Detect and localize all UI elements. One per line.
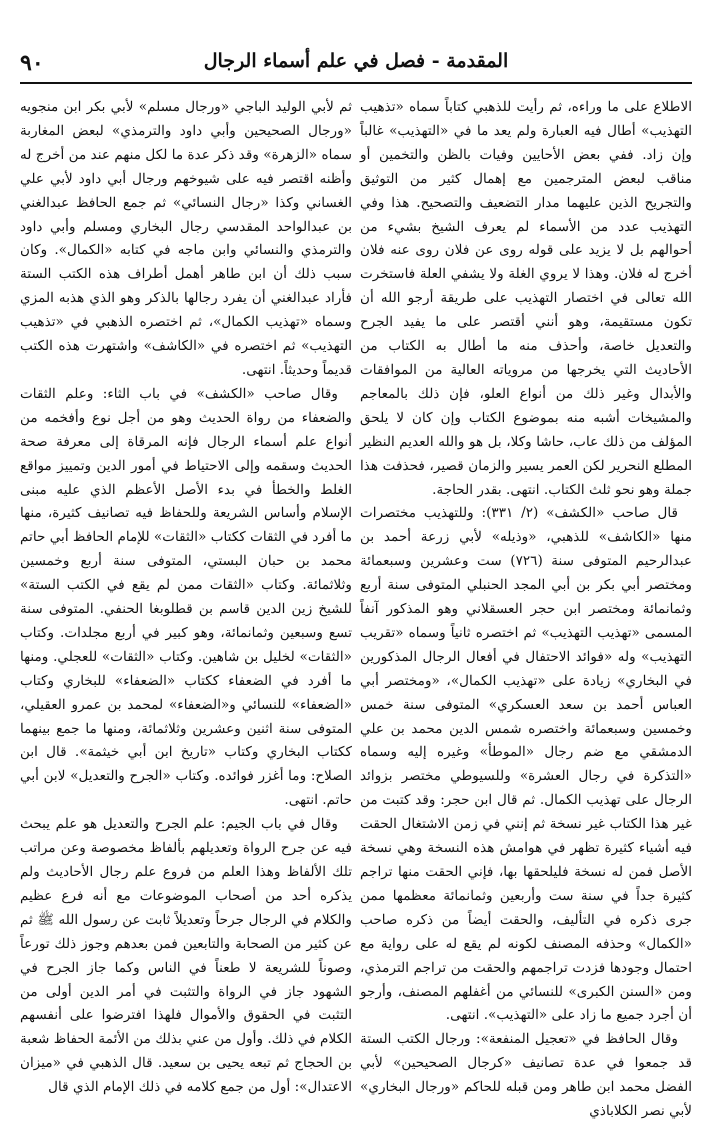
right-text-column — [360, 96, 693, 1120]
left-text-column — [20, 96, 352, 1094]
page-number: ٩٠ — [20, 50, 44, 76]
page-header — [20, 42, 692, 84]
paragraph: وقال في باب الجيم: علم الجرح والتعديل هو علم يبحث فيه عن جرح الرواة وتعديلهم بألفاظ مخصوصة وعن مراتب تلك الألفاظ وهذا العلم من فروع علم رجال الأحاديث ولم يذكره أحد من أصحاب الموضوعات مع أنه فرع عظيم والكلام في الرجال جرحاً وتعديلاً ثابت عن رسول الله ﷺ ثم عن كثير من الصحابة والتابعين فمن بعدهم وجوز ذلك تورعاً وصوناً للشريعة لا طعناً في الناس وكما جاز الجرح في الشهود جاز في الرواة والتثبت في أمر الدين أولى من التثبت في الحقوق والأموال فلهذا افترضوا على أنفسهم الكلام في ذلك. وأول من عني بذلك من الأئمة الحفاظ شعبة بن الحجاج ثم تبعه يحيى بن سعيد. قال الذهبي في «ميزان الاعتدال»: أول من جمع كلامه في ذلك الإمام الذي قال — [20, 816, 352, 1096]
paragraph: الاطلاع على ما وراءه، ثم رأيت للذهبي كتاباً سماه «تذهيب التهذيب» أطال فيه العبارة ولم يعد ما في «التهذيب» غالباً وإن زاد. ففي بعض الأحايين وفيات بالظن والتخمين أو مناقب لبعض المترجمين مع إهمال كثير من التوثيق والتجريح الذين عليهما مدار التضعيف والتصحيح. هذا وفي التهذيب عدد من الأسماء لم يعرف الشيخ بشيء من أحوالهم بل لا يزيد على قوله روى عن فلان روى عنه فلان أخرج له فلان. وهذا لا يروي الغلة ولا يشفي العلة فاستخرت الله تعالى في اختصار التهذيب على طريقة أرجو الله أن تكون مستقيمة، وهو أنني أقتصر على ما يفيد الجرح والتعديل خاصة، وأحذف منه ما أطال به الكتاب من الأحاديث التي يخرجها من مروياته العالية من الموافقات والأبدال وغير ذلك من أنواع العلو، فإن ذلك بالمعاجم والمشيخات أشبه منه بموضوع الكتاب وإن كان لا يلحق المؤلف من ذلك عاب، حاشا وكلا، بل هو والله العديم النظير المطلع النحرير لكن العمر يسير والزمان قصير، فحذفت هذا جملة وهو نحو ثلث الكتاب. انتهى. بقدر الحاجة. — [360, 99, 692, 498]
paragraph: وقال صاحب «الكشف» في باب الثاء: وعلم الثقات والضعفاء من رواة الحديث وهو من أجل نوع وأفخمه من أنواع علم أسماء الرجال فإنه المرقاة إلى معرفة صحة الحديث وسقمه وإلى الاحتياط في أمور الدين وتمييز مواقع الغلط والخطأ في بدء الأصل الأعظم الذي عليه مبنى الإسلام وأساس الشريعة وللحفاظ فيه تصانيف كثيرة، منها ما أفرد في الثقات ككتاب «الثقات» للإمام الحافظ أبي حاتم محمد بن حبان البستي، المتوفى سنة أربع وخمسين وثلاثمائة. وكتاب «الثقات ممن لم يقع في الكتب الستة» للشيخ زين الدين قاسم بن قطلوبغا الحنفي. المتوفى سنة تسع وسبعين وثمانمائة، وهو كبير في أربع مجلدات. وكتاب «الثقات» لخليل بن شاهين. وكتاب «الثقات» للعجلي. ومنها ما أفرد في الضعفاء ككتاب «الضعفاء» للبخاري وكتاب «الضعفاء» للنسائي و«الضعفاء» لمحمد بن عمرو العقيلي، المتوفى سنة اثنين وعشرين وثلاثمائة، ومنها ما جمع بينهما ككتاب البخاري وكتاب «تاريخ ابن أبي خيثمة». قال ابن الصلاح: وما أغزر فوائده. وكتاب «الجرح والتعديل» لابن أبي حاتم. انتهى. — [20, 385, 352, 809]
paragraph: ثم لأبي الوليد الباجي «ورجال مسلم» لأبي بكر ابن منجويه «ورجال الصحيحين وأبي داود والترمذي» لبعض المغاربة سماه «الزهرة» وقد ذكر عدة ما لكل منهم عند من أخرج له وأظنه اقتصر فيه على شيوخهم ورجال أبي داود لأبي علي الغساني وكذا «رجال النسائي» ثم جمع الحافظ عبدالغني بن عبدالواحد المقدسي رجال البخاري ومسلم وأبي داود والترمذي والنسائي وابن ماجه في كتابه «الكمال». وكان سبب ذلك أن ابن طاهر أهمل أطراف هذه الكتب الستة فأراد عبدالغني أن يفرد رجالها بالذكر وهو الذي هذبه المزي وسماه «تهذيب الكمال»، ثم اختصره الذهبي في «تذهيب التهذيب» ثم اختصره في «الكاشف» واشتهرت هذه الكتب قديماً وحديثاً. انتهى. — [20, 99, 352, 378]
paragraph: قال صاحب «الكشف» (٢/ ٣٣١): وللتهذيب مختصرات منها «الكاشف» للذهبي، «وذيله» لأبي زرعة أحمد بن عبدالرحيم المتوفى سنة (٧٢٦) ست وعشرين وسبعمائة ومختصر أبي بكر بن أبي المجد الحنبلي المتوفى سنة أربع وثمانمائة ومختصر ابن حجر العسقلاني وهو المذكور آنفاً المسمى «تهذيب التهذيب» ثم اختصره ثانياً وسماه «تقريب التهذيب» وله «فوائد الاحتفال في أفعال الرجال المذكورين في البخاري» زيادة على «تهذيب الكمال»، «ومختصر أبي العباس أحمد بن سعد العسكري» المتوفى سنة خمس وخمسين وسبعمائة واختصره شمس الدين محمد بن علي الدمشقي مع ضم رجال «الموطأ» وغيره إليه وسماه «التذكرة في رجال العشرة» وللسيوطي مختصر بزوائد الرجال على تهذيب الكمال. ثم قال ابن حجر: وقد كتبت من غير هذا الكتاب غير نسخة ثم إنني في زمن الاشتغال الحقت فيه أشياء كثيرة تظهر في هوامش هذه النسخة وهي نسخة الأصل فمن له نسخة فليلحقها بها، فإني الحقت منها تراجم كثيرة جداً في سنة ست وأربعين وثمانمائة معظمها ممن جرى ذكره في التأليف، والحقت أيضاً من ذكره صاحب «الكمال» وحذفه المصنف لكونه لم يقع له على رواية مع احتمال وجودها فزدت تراجمهم والحقت من تراجم الترمذي، ومن «السنن الكبرى» للنسائي من أغفلهم المصنف، وأرجو أن أجرد جميع ما زاد على «التهذيب». انتهى. — [360, 505, 693, 1024]
paragraph: وقال الحافظ في «تعجيل المنفعة»: ورجال الكتب الستة قد جمعوا في عدة تصانيف «كرجال الصحيحين» لأبي الفضل محمد ابن طاهر ومن قبله للحاكم «ورجال البخاري» لأبي نصر الكلاباذي — [360, 1031, 692, 1120]
running-title: المقدمة - فصل في علم أسماء الرجال — [203, 50, 509, 72]
